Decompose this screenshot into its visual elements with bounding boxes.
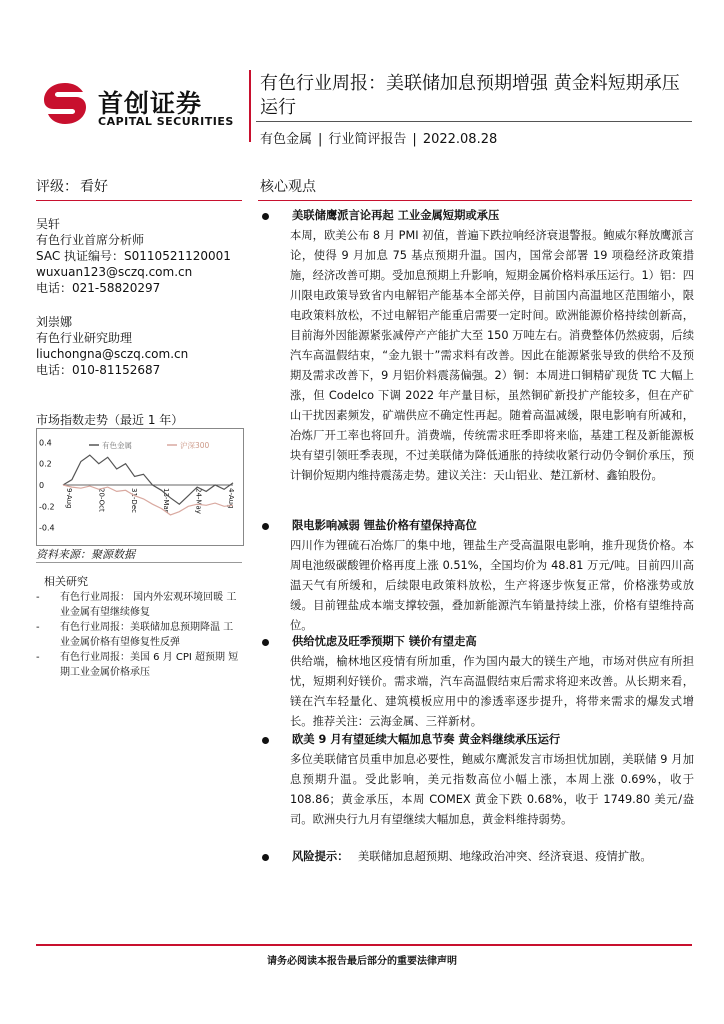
risk-heading: 风险提示： (292, 850, 349, 863)
chart-divider (36, 562, 242, 563)
title-rule (256, 121, 692, 122)
related-item[interactable]: - 有色行业周报： 国内外宏观环境回暖 工业金属有望继续修复 (36, 590, 242, 620)
analyst-email[interactable]: liuchongna@sczq.com.cn (36, 347, 189, 361)
legend-label: 有色金属 (102, 441, 132, 450)
company-logo (40, 80, 240, 130)
y-tick-label: 0.2 (39, 459, 52, 469)
footer-disclaimer: 请务必阅读本报告最后部分的重要法律声明 (267, 956, 457, 967)
core-views-label: 核心观点 (260, 179, 316, 195)
meta-sector: 有色金属 (260, 132, 313, 147)
x-tick-label: 31-Dec (129, 488, 138, 513)
rating-label: 评级： (36, 179, 78, 195)
legend-label: 沪深300 (180, 441, 210, 450)
index-chart (36, 428, 244, 546)
analyst-email[interactable]: wuxuan123@sczq.com.cn (36, 265, 193, 279)
y-tick-label: 0 (39, 481, 45, 490)
analyst-role: 有色行业研究助理 (36, 331, 133, 345)
y-tick-label: 0.4 (39, 438, 52, 448)
chart-source: 资料来源：聚源数据 (36, 548, 135, 561)
related-item-text: 有色行业周报： 国内外宏观环境回暖 工业金属有望继续修复 (60, 592, 237, 618)
x-tick-label: 9-Aug (65, 488, 73, 509)
bullet-icon (262, 639, 269, 646)
series-line (63, 485, 233, 515)
header-divider (249, 70, 251, 142)
bullet-icon (262, 523, 269, 530)
report-meta: 有色金属 | 行业简评报告 | 2022.08.28 (260, 132, 498, 147)
y-tick-label: -0.4 (39, 523, 55, 533)
y-tick-label: -0.2 (39, 502, 55, 512)
logo-chinese-name: 首创证券 (98, 89, 203, 118)
logo-mark-icon (40, 80, 90, 126)
x-tick-label: 4-Aug (227, 488, 235, 509)
bullet-icon (262, 854, 269, 861)
section-heading: 欧美 9 月有望延续大幅加息节奏 黄金料继续承压运行 (292, 733, 561, 746)
core-bar (258, 172, 692, 201)
section-heading: 供给忧虑及旺季预期下 镁价有望走高 (292, 635, 477, 648)
analyst-sac: SAC 执证编号：S0110521120001 (36, 249, 231, 263)
section-heading: 限电影响减弱 锂盐价格有望保持高位 (292, 519, 477, 532)
x-tick-label: 20-Oct (97, 488, 106, 512)
section-body: 四川作为锂硫石冶炼厂的集中地，锂盐生产受高温限电影响，推升现货价格。本周电池级碳酸锂价格再度上涨 0.51%，全国均价为 48.81 万元/吨。目前四川高温天气有所缓和，后续限电政策料放松，生产将逐步恢复正常，价格涨势或放缓。目前锂盐成本端支撑较强，叠加新能源汽车销量持续上涨，价格有望维持高位。 (290, 539, 694, 632)
meta-type: 行业简评报告 (328, 132, 407, 147)
analyst-phone: 电话：010-81152687 (36, 363, 161, 377)
rating-value: 看好 (80, 179, 108, 195)
related-item[interactable]: - 有色行业周报：美国 6 月 CPI 超预期 短期工业金属价格承压 (36, 650, 242, 680)
x-tick-label: 13-Mar (162, 488, 171, 513)
related-item-text: 有色行业周报：美联储加息预期降温 工业金属价格有望修复性反弹 (60, 622, 234, 648)
report-title: 有色行业周报：美联储加息预期增强 黄金料短期承压运行 (260, 73, 680, 118)
risk-body: 美联储加息超预期、地缘政治冲突、经济衰退、疫情扩散。 (358, 850, 652, 863)
meta-date: 2022.08.28 (422, 132, 498, 147)
bullet-icon (262, 737, 269, 744)
related-item[interactable]: - 有色行业周报：美联储加息预期降温 工业金属价格有望修复性反弹 (36, 620, 242, 650)
footer-rule (36, 944, 692, 946)
analyst-block-1 (36, 216, 242, 296)
section-heading: 美联储鹰派言论再起 工业金属短期或承压 (292, 209, 500, 222)
analyst-name: 吴轩 (36, 217, 61, 231)
logo-english-name: CAPITAL SECURITIES (98, 115, 234, 128)
analyst-name: 刘崇娜 (36, 315, 73, 329)
analyst-block-2 (36, 314, 242, 378)
related-research-title: 相关研究 (44, 575, 88, 588)
section-body: 本周，欧美公布 8 月 PMI 初值，普遍下跌拉响经济衰退警报。鲍威尔释放鹰派言论，使得 9 月加息 75 基点预期升温。国内，国常会部署 19 项稳经济政策措施，经济改善可期。受加息预期上升影响，短期金属价格料承压运行。1）铝：四川限电政策导致省内电解铝产能基本全部关停，目前国内高温地区范围缩小，限电政策料放松，不过电解铝产能重启需要一定时间。欧洲能源价格持续创新高，目前海外因能源紧张减停产产能扩大至 150 万吨左右。消费整体仍然疲弱，后续汽车高温假结束，“金九银十”需求料有改善。因此在能源紧张导致的供给不及预期及需求改善下，9 月铝价料震荡偏强。2）铜：本周进口铜精矿现货 TC 大幅上涨，但 Codelco 下调 2022 年产量目标，虽然铜矿新投扩产能较多，但在产矿山干扰因素频发，矿端供应不确定性再起。随着高温减缓，限电影响有所减和，冶炼厂开工率也将回升。消费端，传统需求旺季即将来临，基建工程及新能源板块有望引领旺季表现，不过美联储为降低通胀的持续收紧行动仍令铜价承压，预计铜价短期内维持震荡走势。建议关注：天山铝业、楚江新材、鑫铂股份。 (290, 229, 694, 482)
rating-bar (36, 172, 242, 201)
series-line (63, 455, 233, 504)
section-body: 供给端，榆林地区疫情有所加重，作为国内最大的镁生产地，市场对供应有所担忧，短期利好镁价。需求端，汽车高温假结束后需求将迎来改善。从长期来看，镁在汽车轻量化、建筑模板应用中的渗透率逐步提升，将带来需求的爆发式增长。推荐关注：云海金属、三祥新材。 (290, 655, 694, 728)
bullet-icon (262, 213, 269, 220)
chart-title: 市场指数走势（最近 1 年） (36, 413, 184, 427)
section-body: 多位美联储官员重申加息必要性，鲍威尔鹰派发言市场担忧加剧，美联储 9 月加息预期升温。受此影响，美元指数高位小幅上涨，本周上涨 0.69%，收于 108.86；黄金承压，本周 COMEX 黄金下跌 0.68%，收于 1749.80 美元/盎司。欧洲央行九月有望继续大幅加息，黄金料维持弱势。 (290, 753, 694, 826)
related-item-text: 有色行业周报：美国 6 月 CPI 超预期 短期工业金属价格承压 (60, 652, 239, 678)
x-tick-label: 24-May (194, 488, 203, 514)
index-chart-svg (37, 429, 243, 545)
analyst-phone: 电话：021-58820297 (36, 281, 161, 295)
analyst-role: 有色行业首席分析师 (36, 233, 145, 247)
